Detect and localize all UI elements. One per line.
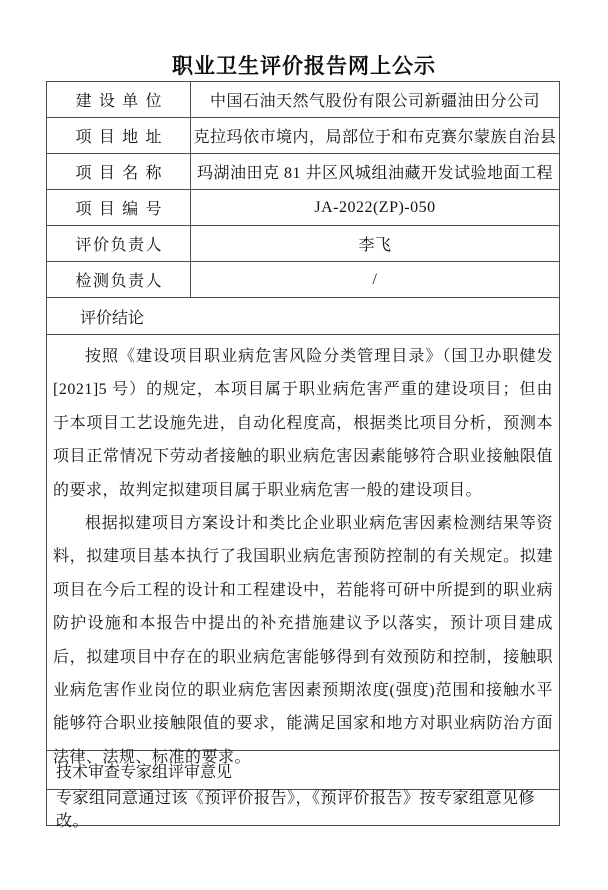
table-row-detection-leader (47, 262, 559, 298)
review-label: 技术审查专家组评审意见 (56, 763, 233, 781)
row-label-project-name (47, 154, 191, 189)
row-label-text: 项目地址 (75, 129, 162, 146)
table-row-project-name (47, 154, 559, 190)
row-value-construction-unit: 中国石油天然气股份有限公司新疆油田分公司 (209, 93, 540, 110)
row-label-project-address (47, 118, 191, 153)
conclusion-body (47, 335, 559, 766)
row-label-project-number (47, 190, 191, 225)
row-label-text: 项目编号 (75, 201, 162, 218)
row-value-project-name: 玛湖油田克 81 井区风城组油藏开发试验地面工程 (196, 165, 553, 182)
table-row-project-number (47, 190, 559, 226)
conclusion-paragraph-1: 按照《建设项目职业病危害风险分类管理目录》（国卫办职健发[2021]5 号）的规定，本项目属于职业病危害严重的建设项目；但由于本项目工艺设施先进，自动化程度高，根据类比项目分析，预测本项目正常情况下劳动者接触的职业病危害因素能够符合职业接触限值的要求，故判定拟建项目属于职业病危害一般的建设项目。 (53, 348, 553, 499)
row-value-project-number: JA-2022(ZP)-050 (314, 198, 436, 216)
row-label-text: 项目名称 (75, 165, 162, 182)
row-label-construction-unit (47, 82, 191, 117)
table-row-project-address (47, 118, 559, 154)
publicity-table (46, 81, 560, 830)
page-title: 职业卫生评价报告网上公示 (172, 54, 436, 78)
conclusion-paragraph-2: 根据拟建项目方案设计和类比企业职业病危害因素检测结果等资料，拟建项目基本执行了我国职业病危害预防控制的有关规定。拟建项目在今后工程的设计和工程建设中，若能将可研中所提到的职业病防护设施和本报告中提出的补充措施建议予以落实，预计项目建成后，拟建项目中存在的职业病危害能够得到有效预防和控制，接触职业病危害作业岗位的职业病危害因素预期浓度(强度)范围和接触水平能够符合职业接触限值的要求，能满足国家和地方对职业病防治方面法律、法规、标准的要求。 (53, 515, 553, 766)
row-value-project-address: 克拉玛依市境内，局部位于和布克赛尔蒙族自治县 (193, 129, 557, 146)
review-opinion-text: 专家组同意通过该《预评价报告》，《预评价报告》按专家组意见修改。 (56, 789, 536, 830)
row-label-evaluation-leader (47, 226, 191, 261)
table-row-construction-unit (47, 82, 559, 118)
review-opinion (47, 789, 559, 830)
row-label-text: 建设单位 (75, 93, 162, 110)
table-row-evaluation-leader (47, 226, 559, 262)
row-label-text: 检测负责人 (75, 273, 162, 290)
row-label-text: 评价负责人 (75, 237, 162, 254)
row-value-detection-leader: / (372, 270, 378, 288)
conclusion-label: 评价结论 (80, 309, 145, 327)
row-label-detection-leader (47, 262, 191, 297)
conclusion-section-header (47, 298, 559, 335)
row-value-evaluation-leader: 李飞 (358, 237, 392, 254)
